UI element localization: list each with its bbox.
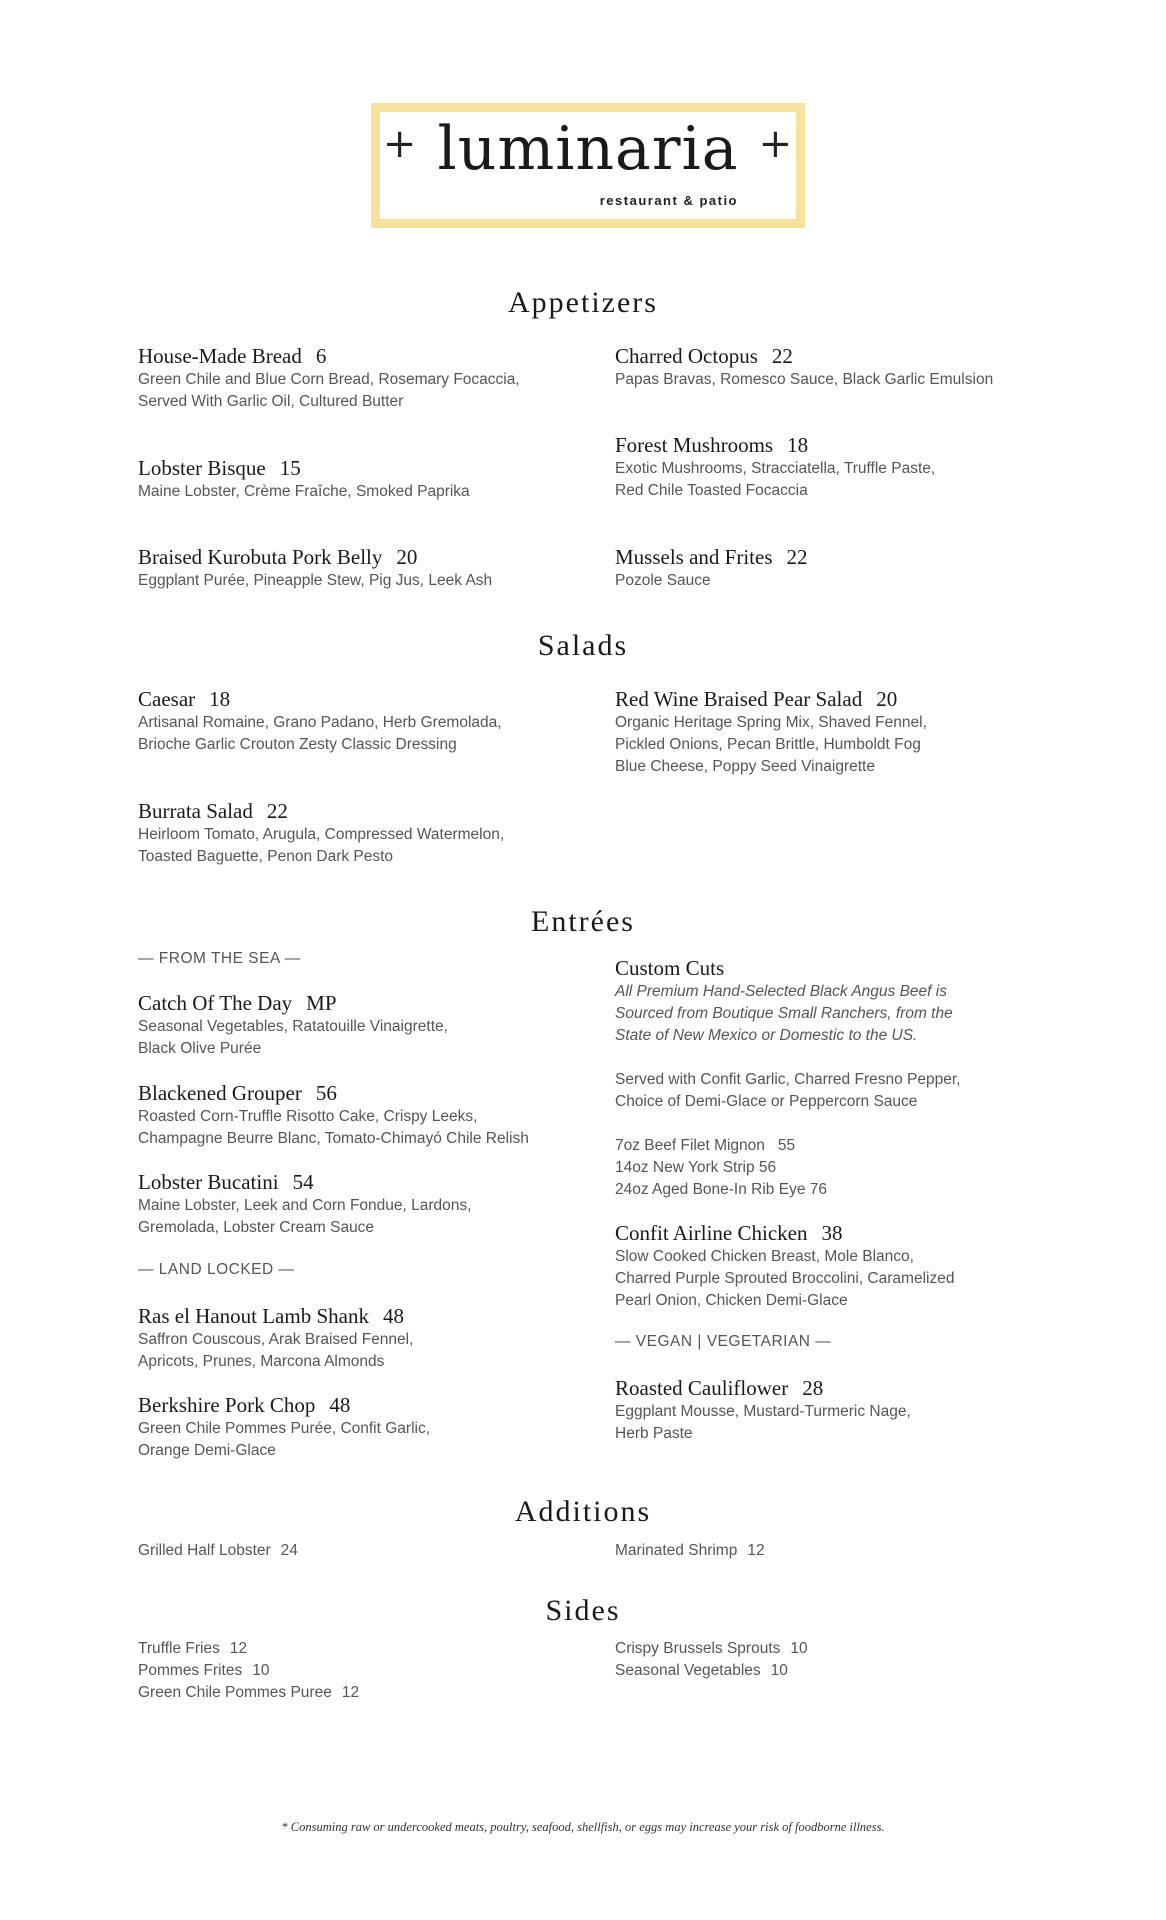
side-name: Green Chile Pommes Puree	[138, 1684, 332, 1701]
item-desc-line: Herb Paste	[615, 1425, 693, 1442]
item-name: Red Wine Braised Pear Salad	[615, 687, 863, 711]
item-price: MP	[306, 991, 337, 1015]
section-title-additions: Additions	[514, 1495, 652, 1528]
section-title-salads: Salads	[537, 629, 629, 662]
section-title-appetizers: Appetizers	[508, 286, 658, 319]
sides-left-column	[138, 1638, 359, 1704]
item-desc-line: Choice of Demi-Glace or Peppercorn Sauce	[615, 1093, 918, 1110]
item-desc-line: Seasonal Vegetables, Ratatouille Vinaigrette,	[138, 1018, 448, 1035]
side-price: 12	[341, 1684, 360, 1701]
menu-item	[615, 343, 1075, 391]
item-name: Berkshire Pork Chop	[138, 1393, 316, 1417]
menu-item	[138, 798, 598, 868]
item-price: 54	[292, 1170, 314, 1194]
item-desc-line: Slow Cooked Chicken Breast, Mole Blanco,	[615, 1248, 914, 1265]
logo-cross-left-icon: +	[382, 121, 418, 167]
item-price: 20	[396, 545, 418, 569]
item-price: 22	[771, 344, 793, 368]
logo-name: luminaria	[437, 114, 739, 184]
side-name: Pommes Frites	[138, 1662, 243, 1679]
menu-item	[615, 544, 1075, 592]
subheading-land-locked: — LAND LOCKED —	[138, 1261, 295, 1278]
sides-right-column	[615, 1638, 808, 1682]
side-price: 10	[252, 1662, 270, 1679]
item-desc-line: Organic Heritage Spring Mix, Shaved Fennel,	[615, 714, 927, 731]
logo	[371, 103, 805, 228]
item-desc-line: Roasted Corn-Truffle Risotto Cake, Crispy Leeks,	[138, 1108, 478, 1125]
item-desc-line: Heirloom Tomato, Arugula, Compressed Watermelon,	[138, 826, 505, 843]
item-price: 22	[786, 545, 808, 569]
addition-price: 24	[280, 1542, 298, 1559]
item-name: Mussels and Frites	[615, 545, 773, 569]
menu-item	[615, 686, 1075, 778]
side-price: 10	[770, 1662, 788, 1679]
item-name: Custom Cuts	[615, 956, 725, 980]
side-item	[615, 1660, 808, 1682]
item-name: Lobster Bucatini	[138, 1170, 279, 1194]
side-item	[138, 1660, 359, 1682]
cut-option: 24oz Aged Bone-In Rib Eye 76	[615, 1181, 827, 1198]
footnote-disclaimer: * Consuming raw or undercooked meats, poultry, seafood, shellfish, or eggs may increase your risk of foodborne illness.	[281, 1820, 885, 1834]
menu-item	[138, 343, 598, 413]
addition-name: Marinated Shrimp	[615, 1542, 738, 1559]
item-desc-line: Sourced from Boutique Small Ranchers, from the	[615, 1005, 953, 1022]
item-name: House-Made Bread	[138, 344, 302, 368]
item-desc-line: Apricots, Prunes, Marcona Almonds	[138, 1353, 385, 1370]
item-desc-line: Orange Demi-Glace	[138, 1442, 276, 1459]
item-price: 48	[329, 1393, 351, 1417]
item-desc-line: Black Olive Purée	[138, 1040, 262, 1057]
item-desc-line: Pearl Onion, Chicken Demi-Glace	[615, 1292, 848, 1309]
item-price: 56	[315, 1081, 337, 1105]
item-price: 38	[821, 1221, 843, 1245]
item-name: Caesar	[138, 687, 196, 711]
side-item	[138, 1638, 359, 1660]
item-price: 6	[315, 344, 327, 368]
menu-item	[138, 1169, 598, 1239]
item-name: Confit Airline Chicken	[615, 1221, 808, 1245]
item-price: 15	[279, 456, 301, 480]
logo-wordmark	[380, 114, 796, 184]
menu-item	[138, 544, 598, 592]
addition-item	[138, 1540, 298, 1562]
item-desc-line: Pozole Sauce	[615, 572, 711, 589]
item-desc-line: Maine Lobster, Crème Fraîche, Smoked Paprika	[138, 483, 470, 500]
item-desc-line: Brioche Garlic Crouton Zesty Classic Dressing	[138, 736, 457, 753]
item-desc-line: Eggplant Mousse, Mustard-Turmeric Nage,	[615, 1403, 911, 1420]
item-desc-line: Exotic Mushrooms, Stracciatella, Truffle Paste,	[615, 460, 936, 477]
addition-item	[615, 1540, 765, 1562]
item-desc-line: Eggplant Purée, Pineapple Stew, Pig Jus, Leek Ash	[138, 572, 493, 589]
item-desc-line: Served With Garlic Oil, Cultured Butter	[138, 393, 404, 410]
item-price: 20	[876, 687, 898, 711]
side-item	[615, 1638, 808, 1660]
menu-item	[615, 1375, 1075, 1445]
addition-name: Grilled Half Lobster	[138, 1542, 271, 1559]
side-name: Seasonal Vegetables	[615, 1662, 761, 1679]
addition-price: 12	[747, 1542, 765, 1559]
item-name: Lobster Bisque	[138, 456, 266, 480]
menu-item	[615, 1220, 1075, 1312]
item-desc-line: Papas Bravas, Romesco Sauce, Black Garlic Emulsion	[615, 371, 994, 388]
item-name: Burrata Salad	[138, 799, 253, 823]
item-name: Braised Kurobuta Pork Belly	[138, 545, 383, 569]
item-price: 22	[266, 799, 288, 823]
logo-tagline: restaurant & patio	[599, 193, 738, 208]
custom-cuts	[615, 955, 1075, 1201]
item-desc-line: Maine Lobster, Leek and Corn Fondue, Lardons,	[138, 1197, 472, 1214]
item-price: 18	[209, 687, 231, 711]
menu-item	[138, 1392, 598, 1462]
menu-item	[615, 432, 1075, 502]
item-name: Ras el Hanout Lamb Shank	[138, 1304, 369, 1328]
item-desc-line: Artisanal Romaine, Grano Padano, Herb Gremolada,	[138, 714, 502, 731]
item-price: 48	[382, 1304, 404, 1328]
side-price: 12	[229, 1640, 248, 1657]
menu-item	[138, 1080, 598, 1150]
item-desc-line: Green Chile Pommes Purée, Confit Garlic,	[138, 1420, 431, 1437]
logo-cross-right-icon: +	[758, 121, 794, 167]
item-desc-line: Saffron Couscous, Arak Braised Fennel,	[138, 1331, 414, 1348]
menu-item	[138, 455, 598, 503]
side-name: Truffle Fries	[138, 1640, 220, 1657]
menu-item	[138, 990, 598, 1060]
menu-item	[138, 1303, 598, 1373]
item-desc-line: Red Chile Toasted Focaccia	[615, 482, 808, 499]
item-name: Forest Mushrooms	[615, 433, 774, 457]
item-desc-line: Charred Purple Sprouted Broccolini, Caramelized	[615, 1270, 955, 1287]
item-desc-line: Served with Confit Garlic, Charred Fresno Pepper,	[615, 1071, 961, 1088]
item-desc-line: State of New Mexico or Domestic to the US.	[615, 1027, 918, 1044]
item-price: 28	[802, 1376, 824, 1400]
item-desc-line: All Premium Hand-Selected Black Angus Beef is	[615, 983, 947, 1000]
item-desc-line: Toasted Baguette, Penon Dark Pesto	[138, 848, 394, 865]
side-item	[138, 1682, 359, 1704]
menu-item	[138, 686, 598, 756]
section-title-sides: Sides	[545, 1594, 621, 1627]
side-price: 10	[790, 1640, 808, 1657]
section-title-entrees: Entrées	[531, 905, 635, 938]
item-name: Charred Octopus	[615, 344, 758, 368]
subheading-vegan-vegetarian: — VEGAN | VEGETARIAN —	[615, 1333, 832, 1350]
item-desc-line: Pickled Onions, Pecan Brittle, Humboldt Fog	[615, 736, 921, 753]
item-price: 18	[787, 433, 809, 457]
cut-option: 7oz Beef Filet Mignon 55	[615, 1137, 796, 1154]
item-desc-line: Gremolada, Lobster Cream Sauce	[138, 1219, 375, 1236]
item-desc-line: Champagne Beurre Blanc, Tomato-Chimayó Chile Relish	[138, 1130, 529, 1147]
item-name: Catch Of The Day	[138, 991, 293, 1015]
item-desc-line: Green Chile and Blue Corn Bread, Rosemary Focaccia,	[138, 371, 520, 388]
cut-option: 14oz New York Strip 56	[615, 1159, 777, 1176]
subheading-from-the-sea: — FROM THE SEA —	[138, 950, 301, 967]
side-name: Crispy Brussels Sprouts	[615, 1640, 781, 1657]
item-name: Blackened Grouper	[138, 1081, 302, 1105]
item-name: Roasted Cauliflower	[615, 1376, 789, 1400]
item-desc-line: Blue Cheese, Poppy Seed Vinaigrette	[615, 758, 875, 775]
